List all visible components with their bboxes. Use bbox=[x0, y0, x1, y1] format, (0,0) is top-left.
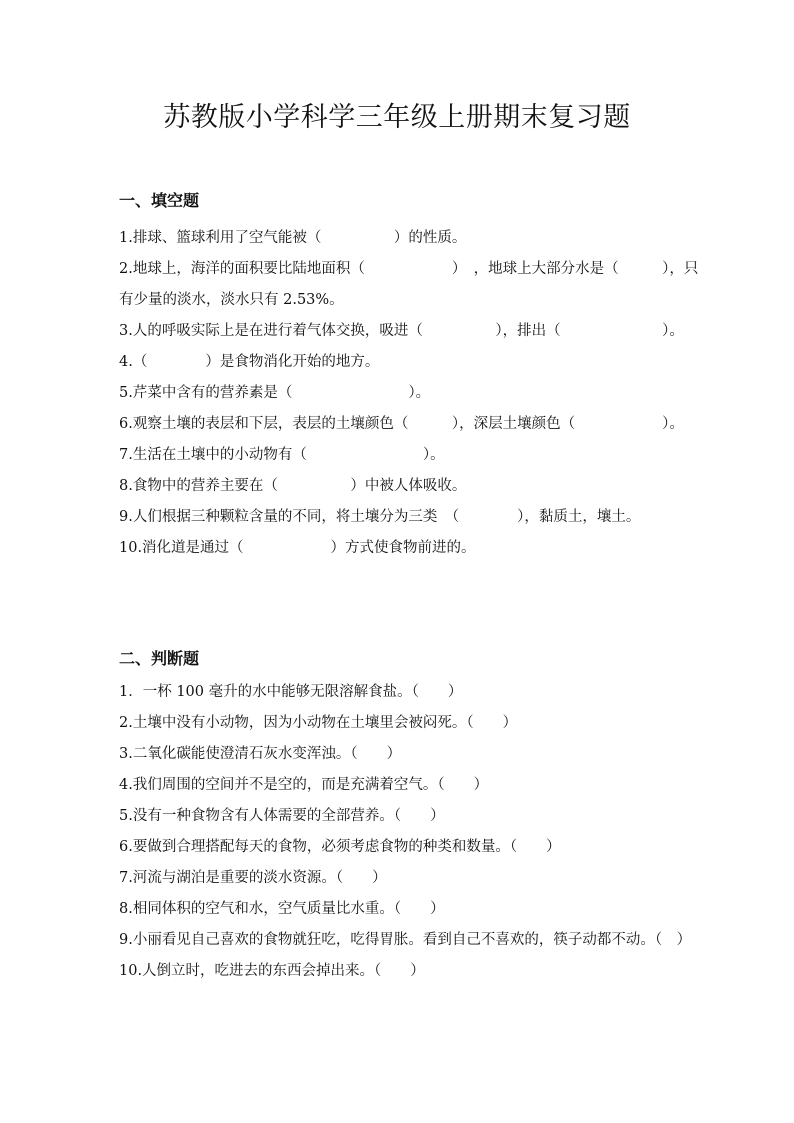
question-item: 10.人倒立时，吃进去的东西会掉出来。（ ） bbox=[119, 963, 425, 979]
question-item: 4.我们周围的空间并不是空的，而是充满着空气。（ ） bbox=[119, 777, 489, 793]
page-title: 苏教版小学科学三年级上册期末复习题 bbox=[163, 102, 631, 133]
question-item: 1．一杯 100 毫升的水中能够无限溶解食盐。（ ） bbox=[119, 684, 463, 700]
true-false-question-list bbox=[119, 677, 699, 987]
question-item: 3.人的呼吸实际上是在进行着气体交换，吸进（ ），排出（ ）。 bbox=[119, 323, 684, 339]
question-item: 2.地球上，海洋的面积要比陆地面积（ ） ，地球上大部分水是（ ），只有少量的淡水，淡水只有 2.53%。 bbox=[119, 261, 699, 308]
question-item: 5.芹菜中含有的营养素是（ ）。 bbox=[119, 385, 431, 401]
question-item: 6.要做到合理搭配每天的食物，必须考虑食物的种类和数量。（ ） bbox=[119, 839, 561, 855]
section-heading-fill-in: 一、填空题 bbox=[119, 191, 200, 210]
question-item: 9.人们根据三种颗粒含量的不同，将土壤分为三类 （ ），黏质土，壤土。 bbox=[119, 509, 641, 525]
question-item: 4.（ ）是食物消化开始的地方。 bbox=[119, 354, 380, 370]
question-item: 5.没有一种食物含有人体需要的全部营养。（ ） bbox=[119, 808, 445, 824]
question-item: 10.消化道是通过（ ）方式使食物前进的。 bbox=[119, 540, 476, 556]
question-item: 7.河流与湖泊是重要的淡水资源。（ ） bbox=[119, 870, 387, 886]
question-item: 8.食物中的营养主要在（ ）中被人体吸收。 bbox=[119, 478, 467, 494]
question-item: 2.土壤中没有小动物，因为小动物在土壤里会被闷死。（ ） bbox=[119, 715, 518, 731]
question-item: 9.小丽看见自己喜欢的食物就狂吃，吃得胃胀。看到自己不喜欢的，筷子动都不动。（ ） bbox=[119, 932, 692, 948]
fill-in-question-list bbox=[119, 223, 699, 564]
section-heading-true-false: 二、判断题 bbox=[119, 649, 200, 668]
question-item: 7.生活在土壤中的小动物有（ ）。 bbox=[119, 447, 445, 463]
question-item: 6.观察土壤的表层和下层，表层的土壤颜色（ ），深层土壤颜色（ ）。 bbox=[119, 416, 684, 432]
question-item: 3.二氧化碳能使澄清石灰水变浑浊。（ ） bbox=[119, 746, 402, 762]
question-item: 8.相同体积的空气和水，空气质量比水重。（ ） bbox=[119, 901, 445, 917]
question-item: 1.排球、篮球利用了空气能被（ ）的性质。 bbox=[119, 230, 467, 246]
